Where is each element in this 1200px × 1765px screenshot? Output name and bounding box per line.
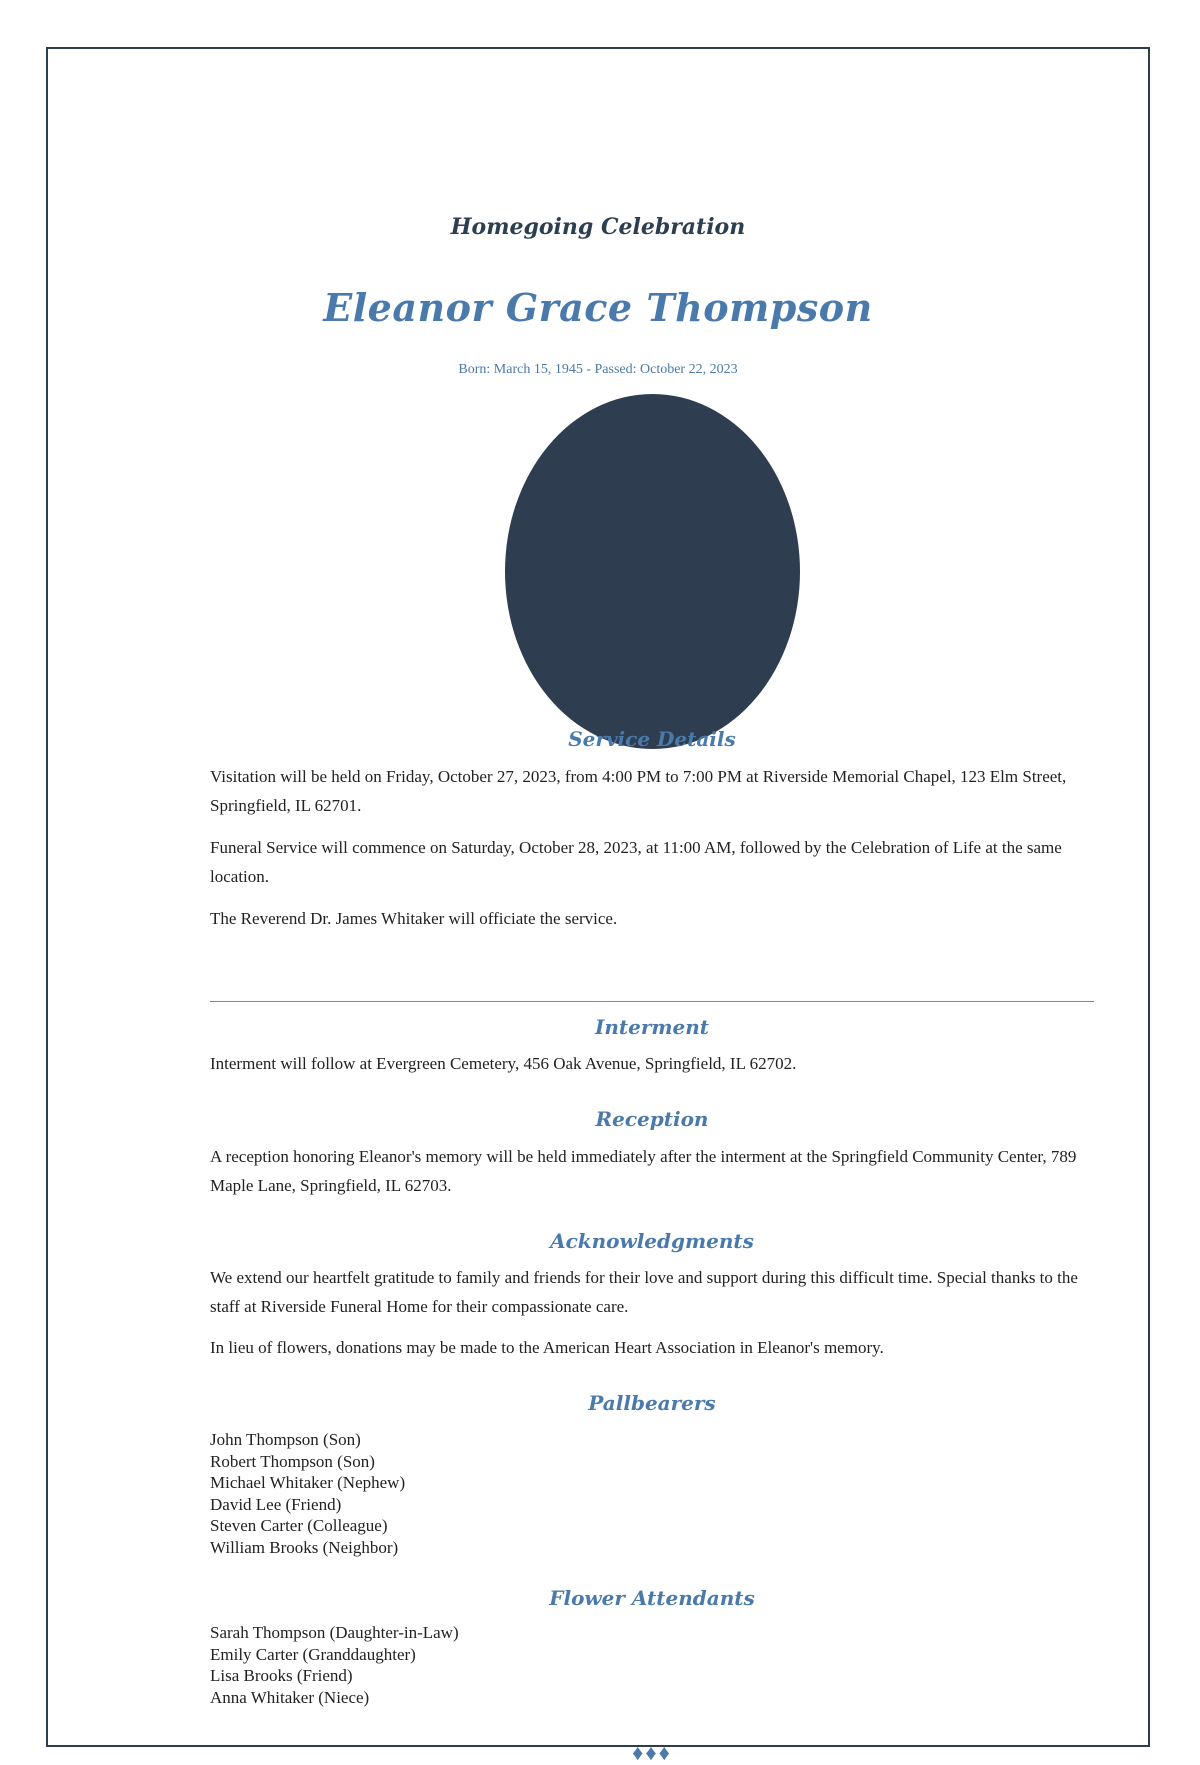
service-paragraph-1: Visitation will be held on Friday, October 27, 2023, from 4:00 PM to 7:00 PM at Riverside Memorial Chapel, 123 Elm Street, Springfield, IL 62701. xyxy=(210,767,1067,815)
service-paragraph-3: The Reverend Dr. James Whitaker will officiate the service. xyxy=(210,909,618,928)
flower-attendants-list xyxy=(210,1622,1094,1708)
list-item: Lisa Brooks (Friend) xyxy=(210,1666,353,1685)
pallbearers-list xyxy=(210,1429,1094,1558)
pre-title: Homegoing Celebration xyxy=(450,214,746,240)
page-border xyxy=(46,47,1150,1765)
list-item: Sarah Thompson (Daughter-in-Law) xyxy=(210,1623,459,1642)
deceased-name: Eleanor Grace Thompson xyxy=(323,285,873,330)
acknowledgments-paragraph-1: We extend our heartfelt gratitude to family and friends for their love and support during this difficult time. Special thanks to the staff at Riverside Funeral Home for their compassionate care. xyxy=(210,1268,1078,1316)
heading-reception: Reception xyxy=(595,1107,709,1131)
heading-flower-attendants: Flower Attendants xyxy=(549,1586,755,1610)
portrait-placeholder xyxy=(505,394,800,749)
life-dates: Born: March 15, 1945 - Passed: October 22, 2023 xyxy=(458,362,738,377)
list-item: David Lee (Friend) xyxy=(210,1494,342,1514)
heading-pallbearers: Pallbearers xyxy=(588,1391,716,1415)
interment-paragraph: Interment will follow at Evergreen Cemetery, 456 Oak Avenue, Springfield, IL 62702. xyxy=(210,1054,797,1073)
list-item: Emily Carter (Granddaughter) xyxy=(210,1644,416,1664)
acknowledgments-paragraph-2: In lieu of flowers, donations may be made to the American Heart Association in Eleanor's memory. xyxy=(210,1338,884,1357)
list-item: John Thompson (Son) xyxy=(210,1430,361,1449)
list-item: Anna Whitaker (Niece) xyxy=(210,1687,370,1707)
list-item: Robert Thompson (Son) xyxy=(210,1451,375,1471)
service-paragraph-2: Funeral Service will commence on Saturday, October 28, 2023, at 11:00 AM, followed by the Celebration of Life at the same location. xyxy=(210,838,1062,886)
list-item: Steven Carter (Colleague) xyxy=(210,1516,388,1535)
heading-service-details: Service Details xyxy=(568,727,736,751)
heading-acknowledgments: Acknowledgments xyxy=(550,1229,754,1253)
diamond-ornament-icon: ♦♦♦ xyxy=(632,1740,672,1765)
reception-paragraph: A reception honoring Eleanor's memory will be held immediately after the interment at the Springfield Community Center, 789 Maple Lane, Springfield, IL 62703. xyxy=(210,1147,1077,1195)
section-divider xyxy=(210,1001,1094,1002)
list-item: William Brooks (Neighbor) xyxy=(210,1537,399,1557)
heading-interment: Interment xyxy=(594,1015,710,1039)
list-item: Michael Whitaker (Nephew) xyxy=(210,1473,406,1492)
